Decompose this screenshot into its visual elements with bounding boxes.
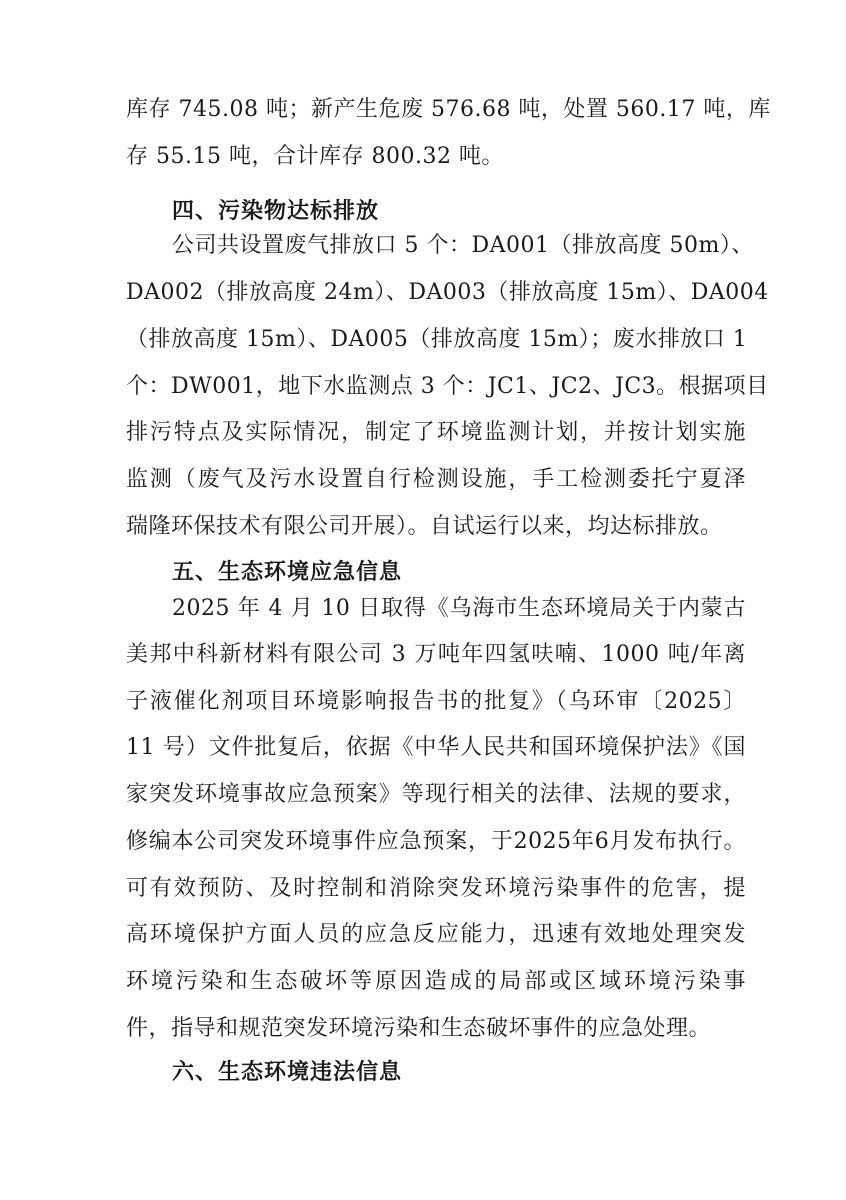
paragraph-line: 库存 745.08 吨；新产生危废 576.68 吨，处置 560.17 吨，库 <box>126 97 771 122</box>
paragraph-line: 2025 年 4 月 10 日取得《乌海市生态环境局关于内蒙古 <box>172 596 746 621</box>
paragraph-line: 11 号）文件批复后，依据《中华人民共和国环境保护法》《国 <box>126 735 746 760</box>
paragraph-line: 修编本公司突发环境事件应急预案，于2025年6月发布执行。 <box>126 829 746 854</box>
paragraph-line: 美邦中科新材料有限公司 3 万吨年四氢呋喃、1000 吨/年离 <box>126 642 746 667</box>
paragraph-line: 可有效预防、及时控制和消除突发环境污染事件的危害，提 <box>126 876 746 901</box>
paragraph-line: 件，指导和规范突发环境污染和生态破坏事件的应急处理。 <box>126 1016 712 1041</box>
paragraph-line: 家突发环境事故应急预案》等现行相关的法律、法规的要求， <box>126 782 746 807</box>
section-heading-5: 五、生态环境应急信息 <box>172 559 403 585</box>
paragraph-line: 监测（废气及污水设置自行检测设施，手工检测委托宁夏泽 <box>126 467 746 492</box>
paragraph-line: 高环境保护方面人员的应急反应能力，迅速有效地处理突发 <box>126 922 746 947</box>
section-heading-6: 六、生态环境违法信息 <box>172 1059 403 1085</box>
paragraph-line: 瑞隆环保技术有限公司开展）。自试运行以来，均达标排放。 <box>126 514 723 539</box>
paragraph-line: 存 55.15 吨，合计库存 800.32 吨。 <box>126 144 504 169</box>
paragraph-line: 排污特点及实际情况，制定了环境监测计划，并按计划实施 <box>126 420 746 445</box>
paragraph-line: DA002（排放高度 24m）、DA003（排放高度 15m）、DA004 <box>126 280 769 305</box>
paragraph-line: 公司共设置废气排放口 5 个：DA001（排放高度 50m）、 <box>172 233 754 258</box>
paragraph-line: 个：DW001，地下水监测点 3 个：JC1、JC2、JC3。根据项目 <box>126 374 769 399</box>
paragraph-line: 环境污染和生态破坏等原因造成的局部或区域环境污染事 <box>126 969 746 994</box>
paragraph-line: 子液催化剂项目环境影响报告书的批复》（乌环审〔2025〕 <box>126 689 746 714</box>
paragraph-line: （排放高度 15m）、DA005（排放高度 15m）；废水排放口 1 <box>126 327 748 352</box>
section-heading-4: 四、污染物达标排放 <box>172 198 380 224</box>
